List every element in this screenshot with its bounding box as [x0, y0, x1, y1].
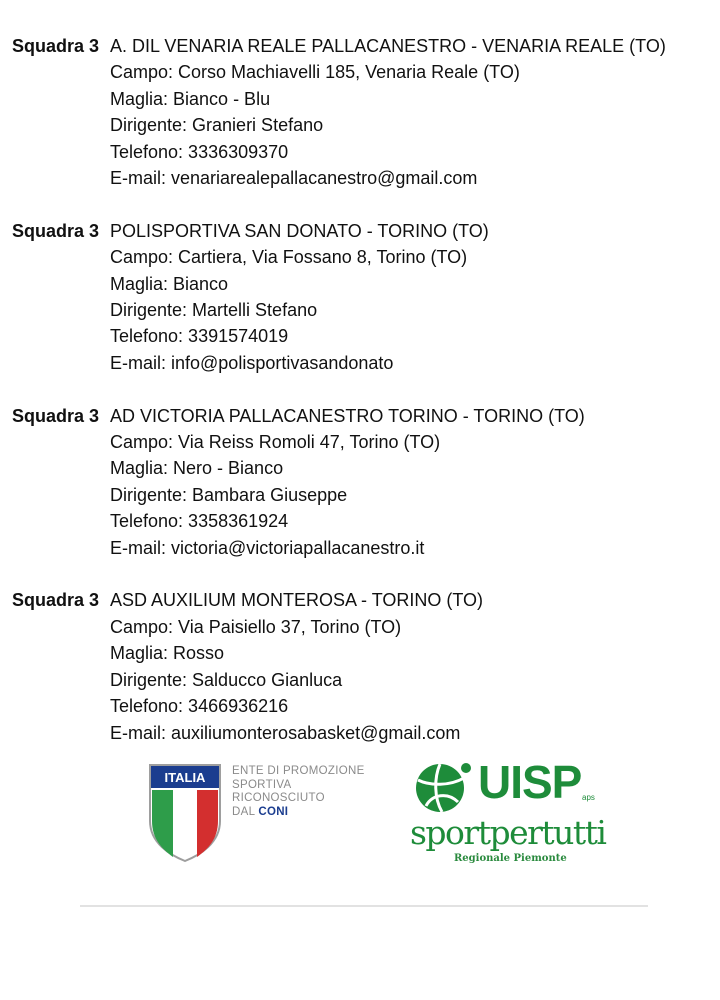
team-label: Squadra 3: [12, 220, 100, 241]
team-email: E-mail: victoria@victoriapallacanestro.it: [110, 537, 425, 558]
team-block: [12, 587, 712, 745]
team-maglia: Maglia: Rosso: [110, 643, 225, 664]
ente-line: SPORTIVA: [232, 778, 292, 791]
team-email: E-mail: info@polisportivasandonato: [110, 352, 394, 373]
sportpertutti-wordmark: sportpertutti: [410, 813, 606, 852]
team-name: ASD AUXILIUM MONTEROSA - TORINO (TO): [110, 590, 484, 611]
team-name: A. DIL VENARIA REALE PALLACANESTRO - VENARIA REALE (TO): [110, 36, 666, 56]
team-dirigente: Dirigente: Salducco Gianluca: [110, 669, 343, 690]
ente-line: ENTE DI PROMOZIONE: [232, 765, 365, 777]
ente-coni: CONI: [258, 805, 289, 818]
team-dirigente: Dirigente: Martelli Stefano: [110, 300, 318, 321]
team-telefono: Telefono: 3391574019: [110, 326, 289, 347]
team-telefono: Telefono: 3466936216: [110, 696, 289, 717]
team-name: POLISPORTIVA SAN DONATO - TORINO (TO): [110, 220, 489, 241]
regionale-text: Regionale Piemonte: [454, 853, 567, 864]
uisp-aps: aps: [582, 793, 595, 802]
team-campo: Campo: Via Reiss Romoli 47, Torino (TO): [110, 432, 441, 453]
team-header: [12, 33, 712, 59]
team-telefono: Telefono: 3336309370: [110, 141, 289, 162]
ente-line: [232, 806, 365, 820]
team-telefono: Telefono: 3358361924: [110, 511, 289, 532]
team-label: Squadra 3: [12, 405, 100, 426]
ente-dal: DAL: [232, 805, 259, 818]
team-maglia: Maglia: Nero - Bianco: [110, 458, 284, 479]
ente-text: [232, 765, 365, 819]
ente-line: RICONOSCIUTO: [232, 792, 325, 804]
team-label: Squadra 3: [12, 590, 100, 611]
team-email: E-mail: venariarealepallacanestro@gmail.com: [110, 168, 478, 189]
uisp-wordmark: UISP: [478, 756, 582, 808]
team-block: [12, 33, 712, 191]
uisp-ball-icon: [410, 758, 476, 814]
sponsor-logos: [80, 755, 648, 907]
team-campo: Campo: Corso Machiavelli 185, Venaria Reale (TO): [110, 62, 520, 83]
team-dirigente: Dirigente: Granieri Stefano: [110, 115, 324, 136]
team-campo: Campo: Via Paisiello 37, Torino (TO): [110, 616, 402, 637]
shield-text: ITALIA: [164, 770, 206, 785]
team-name: AD VICTORIA PALLACANESTRO TORINO - TORINO (TO): [110, 405, 585, 426]
team-header: [12, 587, 712, 613]
team-maglia: Maglia: Bianco - Blu: [110, 88, 271, 109]
team-maglia: Maglia: Bianco: [110, 273, 229, 294]
team-block: [12, 403, 712, 561]
team-label: Squadra 3: [12, 36, 100, 56]
team-block: [12, 218, 712, 376]
team-header: [12, 403, 712, 429]
italia-shield-icon: [148, 763, 222, 863]
team-campo: Campo: Cartiera, Via Fossano 8, Torino (TO): [110, 247, 468, 268]
team-list: [12, 33, 712, 772]
team-email: E-mail: auxiliumonterosabasket@gmail.com: [110, 722, 461, 743]
team-dirigente: Dirigente: Bambara Giuseppe: [110, 484, 348, 505]
team-header: [12, 218, 712, 244]
